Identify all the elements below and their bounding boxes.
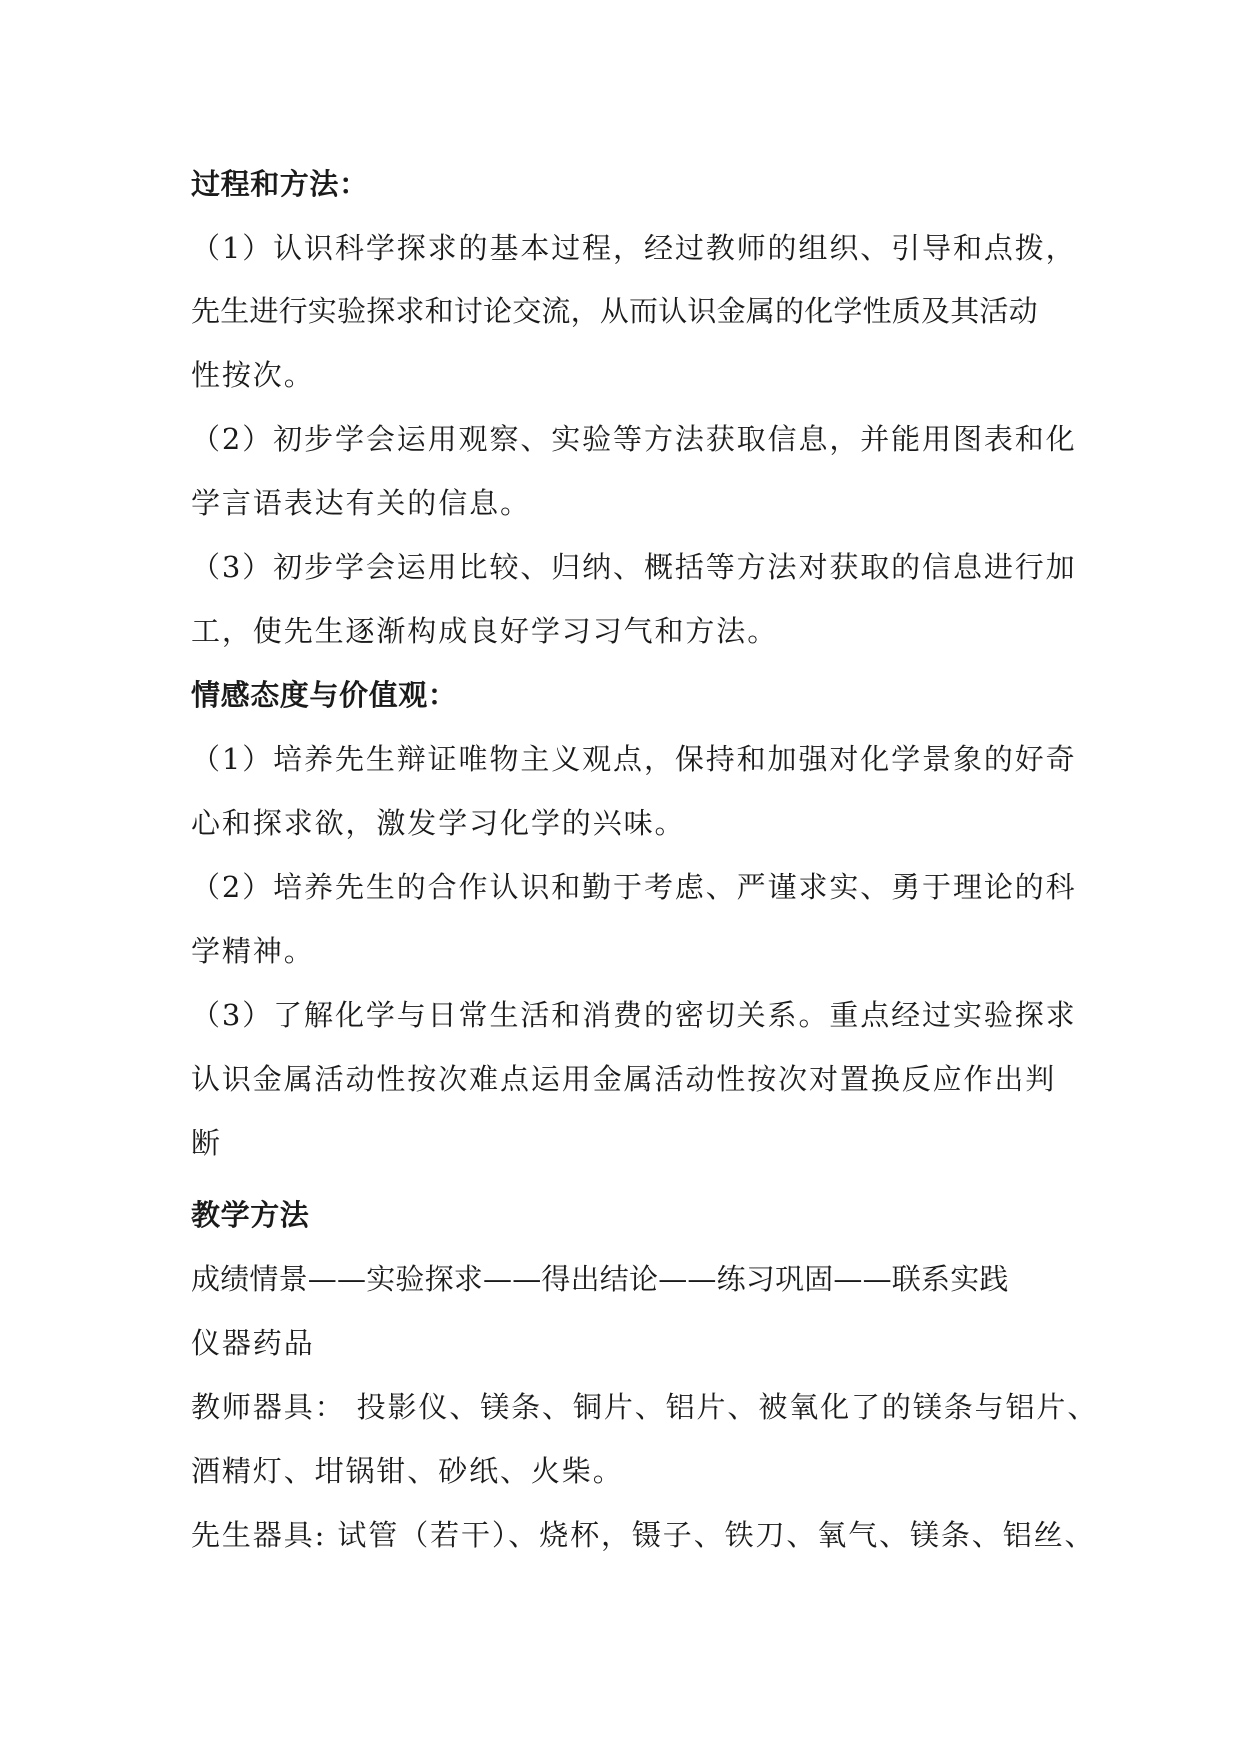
process-line-5: 学言语表达有关的信息。 (191, 486, 531, 520)
attitude-line-4: 学精神。 (191, 934, 315, 968)
process-line-7: 工，使先生逐渐构成良好学习习气和方法。 (191, 614, 779, 648)
attitude-line-5: （3）了解化学与日常生活和消费的密切关系。重点经过实验探求 (191, 998, 1077, 1032)
method-line-5: 先生器具: 试管（若干）、烧杯，镊子、铁刀、氧气、镁条、铝丝、 (191, 1518, 1096, 1552)
method-line-2: 仪器药品 (191, 1326, 315, 1360)
attitude-line-7: 断 (191, 1126, 222, 1160)
method-line-3: 教师器具： 投影仪、镁条、铜片、铝片、被氧化了的镁条与铝片、 (191, 1390, 1099, 1424)
process-line-3: 性按次。 (191, 358, 315, 392)
attitude-line-3: （2）培养先生的合作认识和勤于考虑、严谨求实、勇于理论的科 (191, 870, 1077, 904)
process-line-1: （1）认识科学探求的基本过程，经过教师的组织、引导和点拨， (191, 231, 1077, 265)
attitude-line-1: （1）培养先生辩证唯物主义观点，保持和加强对化学景象的好奇 (191, 742, 1077, 776)
process-line-2: 先生进行实验探求和讨论交流，从而认识金属的化学性质及其活动 (191, 294, 1038, 328)
method-heading: 教学方法 (191, 1198, 310, 1232)
process-line-4: （2）初步学会运用观察、实验等方法获取信息，并能用图表和化 (191, 422, 1077, 456)
method-line-4: 酒精灯、坩锅钳、砂纸、火柴。 (191, 1454, 624, 1488)
method-line-1: 成绩情景——实验探求——得出结论——练习巩固——联系实践 (191, 1262, 1009, 1296)
attitude-heading: 情感态度与价值观： (191, 678, 458, 712)
attitude-line-2: 心和探求欲，激发学习化学的兴味。 (191, 806, 686, 840)
process-line-6: （3）初步学会运用比较、归纳、概括等方法对获取的信息进行加 (191, 550, 1077, 584)
attitude-line-6: 认识金属活动性按次难点运用金属活动性按次对置换反应作出判 (191, 1062, 1057, 1096)
process-heading: 过程和方法： (191, 167, 369, 201)
